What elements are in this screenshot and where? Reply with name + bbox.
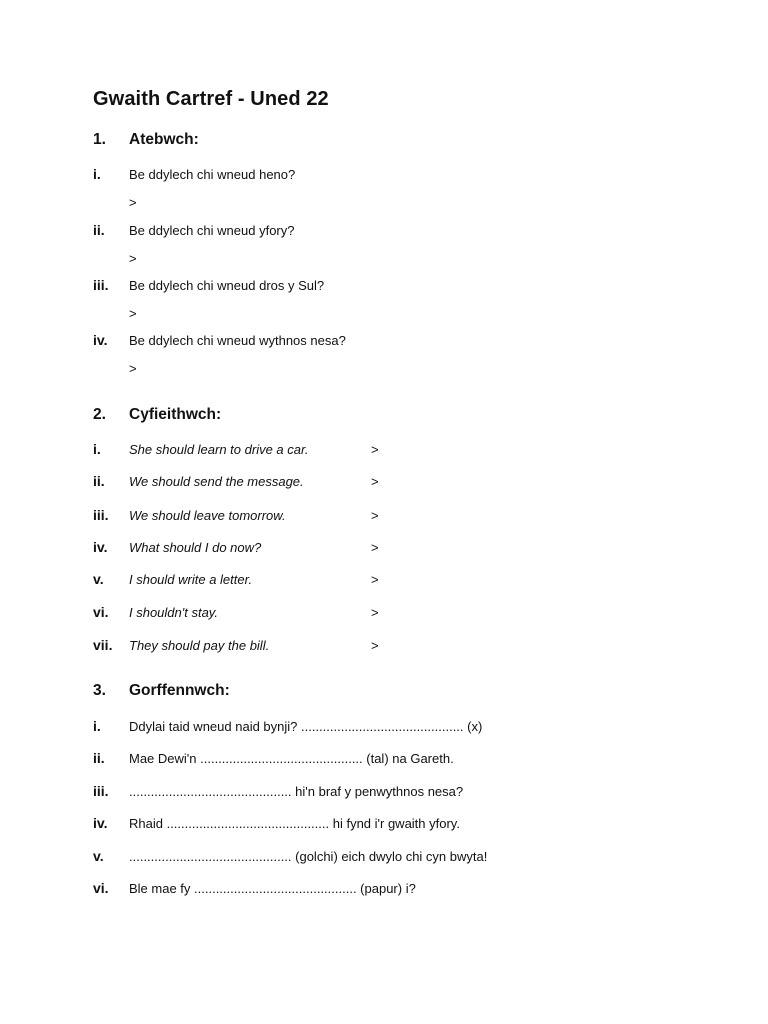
fill-in-sentence: Ddylai taid wneud naid bynji? ............................................. (x)	[129, 719, 483, 734]
item-numeral: ii.	[93, 750, 105, 766]
page-title: Gwaith Cartref - Uned 22	[93, 88, 329, 110]
item-numeral: iv.	[93, 332, 108, 348]
fill-in-sentence: ............................................. hi'n braf y penwythnos nesa?	[129, 784, 464, 799]
answer-prompt: >	[371, 540, 379, 555]
english-sentence: They should pay the bill.	[129, 638, 270, 653]
answer-prompt: >	[129, 195, 137, 210]
answer-prompt: >	[129, 306, 137, 321]
item-numeral: i.	[93, 166, 101, 182]
section-title: Cyfieithwch:	[129, 406, 222, 423]
answer-prompt: >	[371, 572, 379, 587]
answer-prompt: >	[371, 638, 379, 653]
english-sentence: We should send the message.	[129, 474, 304, 489]
english-sentence: I should write a letter.	[129, 572, 253, 587]
fill-in-sentence: Ble mae fy ............................................. (papur) i?	[129, 881, 416, 896]
item-numeral: iv.	[93, 539, 108, 555]
answer-prompt: >	[129, 251, 137, 266]
fill-in-sentence: ............................................. (golchi) eich dwylo chi cyn bwyta!	[129, 849, 488, 864]
item-numeral: ii.	[93, 222, 105, 238]
item-numeral: i.	[93, 718, 101, 734]
answer-prompt: >	[371, 508, 379, 523]
item-numeral: iii.	[93, 507, 109, 523]
fill-in-sentence: Rhaid ............................................. hi fynd i'r gwaith yfory.	[129, 816, 460, 831]
item-numeral: iii.	[93, 783, 109, 799]
question-text: Be ddylech chi wneud dros y Sul?	[129, 278, 325, 293]
section-number: 2.	[93, 406, 106, 423]
fill-in-sentence: Mae Dewi'n ............................................. (tal) na Gareth.	[129, 751, 454, 766]
answer-prompt: >	[129, 361, 137, 376]
answer-prompt: >	[371, 605, 379, 620]
item-numeral: i.	[93, 441, 101, 457]
section-title: Atebwch:	[129, 131, 199, 148]
english-sentence: What should I do now?	[129, 540, 262, 555]
section-number: 3.	[93, 682, 106, 699]
english-sentence: She should learn to drive a car.	[129, 442, 309, 457]
item-numeral: vii.	[93, 637, 113, 653]
answer-prompt: >	[371, 442, 379, 457]
item-numeral: v.	[93, 571, 104, 587]
section-title: Gorffennwch:	[129, 682, 230, 699]
english-sentence: I shouldn't stay.	[129, 605, 218, 620]
item-numeral: ii.	[93, 473, 105, 489]
question-text: Be ddylech chi wneud yfory?	[129, 223, 295, 238]
question-text: Be ddylech chi wneud heno?	[129, 167, 296, 182]
section-number: 1.	[93, 131, 106, 148]
answer-prompt: >	[371, 474, 379, 489]
item-numeral: v.	[93, 848, 104, 864]
item-numeral: vi.	[93, 604, 109, 620]
item-numeral: vi.	[93, 880, 109, 896]
item-numeral: iv.	[93, 815, 108, 831]
question-text: Be ddylech chi wneud wythnos nesa?	[129, 333, 346, 348]
item-numeral: iii.	[93, 277, 109, 293]
english-sentence: We should leave tomorrow.	[129, 508, 286, 523]
